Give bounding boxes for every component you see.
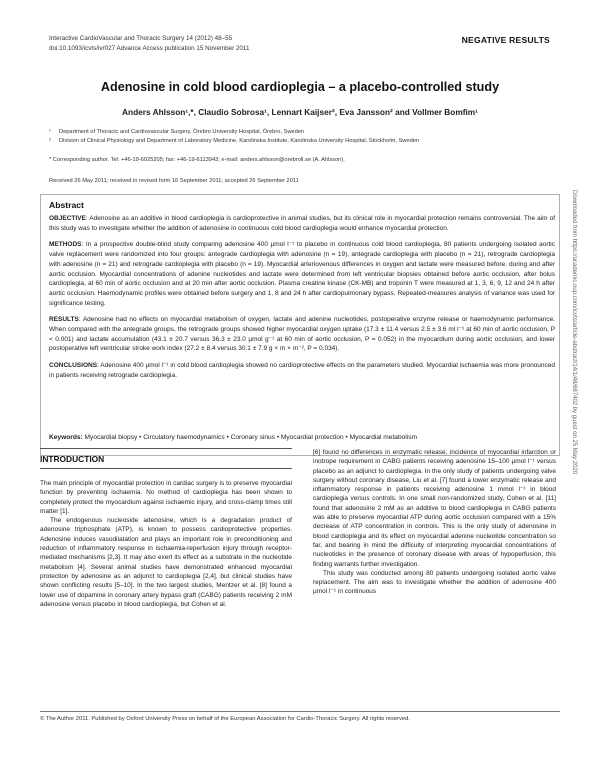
affiliation-2: [49, 137, 549, 146]
affiliation-1-marker: ¹: [49, 129, 51, 135]
author-list: Anders Ahlsson¹,*, Claudio Sobrosa¹, Lennart Kaijser², Eva Jansson² and Vollmer Bomfim¹: [122, 107, 478, 117]
objective-label: OBJECTIVE: [49, 215, 86, 222]
intro-paragraph-4: This study was conducted among 80 patients undergoing isolated aortic valve replacement. The aim was to investigate whether the addition of adenosine 400 µmol l⁻¹ in continuous: [313, 569, 556, 596]
received-dates: Received 26 May 2011; received in revised form 16 September 2011; accepted 26 September 2011: [49, 178, 299, 184]
abstract-heading: Abstract: [49, 200, 84, 210]
download-watermark-text: Downloaded from https://academic.oup.com/icvts/article-abstract/14/1/48/687402 by guest on 25 May 2020: [571, 190, 577, 475]
article-title: Adenosine in cold blood cardioplegia – a placebo-controlled study: [100, 80, 500, 94]
keywords-label: Keywords:: [49, 434, 83, 441]
methods-text: : In a prospective double-blind study comparing adenosine 400 µmol l⁻¹ to placebo in continuous cold blood cardioplegia, 80 patients undergoing isolated aortic valve replacement were randomized into four groups: antegrade cardioplegia with adenosine (n = 19), antegrade cardioplegia with placebo (n = 21), retrograde cardioplegia with adenosine (n = 21) and retrograde cardioplegia with placebo (n = 19). Myocardial arteriovenous differences in oxygen and lactate were measured before, during and after aortic occlusion. Myocardial concentrations of adenine nucleotides and lactate were determined from left ventricular biopsies obtained before aortic occlusion, after bolus cardioplegia, at 60 min of aortic occlusion and at 20 min after aortic occlusion. Plasma creatine kinase (CK-MB) and troponin T were measured at 1, 3, 6, 9, 12 and 24 h after aortic occlusion. Haemodynamic profiles were obtained before surgery and 1, 8 and 24 h after cardiopulmonary bypass. Repeated-measures analysis of variance was used for significance testing.: [49, 241, 555, 307]
corresponding-author: * Corresponding author. Tel: +46-19-6025205; fax: +46-19-6113943; e-mail: anders.ahlsson@orebroll.se (A. Ahlsson).: [49, 157, 345, 163]
intro-paragraph-2: The endogenous nucleoside adenosine, which is a degradation product of adenosine triphosphate (ATP), is known to possess cardioprotective properties. Adenosine induces vasodilatation and plays an important role in preconditioning and reduction of inflammatory response in ischaemia-reperfusion injury through receptor-mediated mechanisms [2,3]. It may also exert its effect as a substrate in the nucleotide metabolism [4]. Several animal studies have demonstrated enhanced myocardial protection by adenosine as an adjunct to cardioplegia [2,4], but clinical studies have shown conflicting results [5–10]. In the two largest studies, Mentzer et al. [8] found a lower use of dopamine in coronary artery bypass graft (CABG) patients receiving 2 mM adenosine versus placebo in blood cardioplegia, but Cohen et al.: [40, 517, 292, 608]
intro-paragraph-3: [6] found no differences in enzymatic release, incidence of myocardial infarction or inotrope requirement in CABG patients receiving adenosine 15–100 µmol l⁻¹ versus placebo as an adjunct to cardioplegia. In the only study of patients undergoing valve surgery without coronary disease, Liu et al. [7] found a lower enzymatic release and inflammatory response in patients receiving adenosine 1 mmol l⁻¹ in blood cardioplegia versus controls. In one small non-randomized study, Cohen et al. [11] found that adenosine 2 mM as an additive to blood cardioplegia in CABG patients was able to preserve myocardial ATP during aortic occlusion compared with a 15% decrease of ATP concentration in controls. This is the only study of adenosine in blood cardioplegia and its effect on myocardial adenine nucleotide concentration so far, and bearing in mind the difficulty of interpreting myocardial concentrations of nucleotides in the presence of coronary disease with areas of hypoperfusion, this finding warrants further investigation.: [313, 449, 556, 568]
abstract-methods: [49, 240, 555, 308]
journal-citation: [49, 34, 249, 53]
right-column: [313, 448, 556, 597]
affiliation-2-text: Division of Clinical Physiology and Department of Laboratory Medicine, Karolinska Institute, Karolinska University Hospital, Stockholm, Sweden: [59, 138, 420, 144]
results-label: RESULTS: [49, 316, 79, 324]
section-label: NEGATIVE RESULTS: [461, 35, 550, 45]
journal-citation-line1: Interactive CardioVascular and Thoracic Surgery 14 (2012) 48–55: [49, 35, 233, 42]
affiliations: [49, 128, 549, 146]
abstract-results: [49, 315, 555, 354]
right-column-text: [313, 448, 556, 597]
left-column: [40, 448, 292, 609]
affiliation-2-marker: ²: [49, 138, 51, 144]
methods-label: METHODS: [49, 241, 82, 249]
journal-citation-line2: doi:10.1093/icvts/ivr027 Advance Access publication 15 November 2011: [49, 44, 250, 52]
objective-text: : Adenosine as an additive in blood cardioplegia is cardioprotective in animal studies, but its clinical role in myocardial protection remains controversial. The aim of this study was to investigate whether the addition of adenosine in continuous cold blood cardioplegia would enhance myocardial protection.: [49, 215, 555, 232]
results-text: : Adenosine had no effects on myocardial metabolism of oxygen, lactate and adenine nucleotides, postoperative enzyme release or haemodynamic performance. When compared with the antegrade groups, the retrograde groups showed higher myocardial oxygen uptake (17.3 ± 11.4 versus 2.5 ± 3.6 ml l⁻¹ at 60 min of aortic occlusion, P < 0.001) and lactate accumulation (43.1 ± 20.7 versus 36.3 ± 23.0 µmol g⁻¹ at 60 min of aortic occlusion, P = 0.052) in the myocardium during aortic occlusion, and lower postoperative left ventricular stroke work index (27.2 ± 8.4 versus 30.1 ± 7.9 g × m × m⁻², P = 0.034).: [49, 316, 555, 353]
keywords: [49, 434, 555, 441]
intro-paragraph-1: The main principle of myocardial protection in cardiac surgery is to preserve myocardial function by preventing ischaemia. No method of cardioplegia has been shown to completely protect the myocardium against ischaemic injury, and cross-clamp times still matter [1].: [40, 480, 292, 515]
conclusions-text: : Adenosine 400 µmol l⁻¹ in cold blood cardioplegia showed no cardioprotective effects on the parameters studied. Myocardial ischaemia was more pronounced in patients receiving retrograde cardioplegia.: [49, 362, 556, 379]
conclusions-label: CONCLUSIONS: [49, 362, 98, 370]
left-column-text: [40, 479, 292, 609]
footer-divider: [40, 711, 560, 712]
keywords-text: Myocardial biopsy • Circulatory haemodynamics • Coronary sinus • Myocardial protection • Myocardial metabolism: [82, 434, 418, 441]
abstract-conclusions: [49, 361, 555, 380]
affiliation-1: [49, 128, 549, 137]
download-watermark: [566, 190, 580, 630]
copyright-footer: © The Author 2011. Published by Oxford University Press on behalf of the European Association for Cardio-Thoracic Surgery. All rights reserved.: [40, 716, 410, 722]
affiliation-1-text: Department of Thoracic and Cardiovascular Surgery, Örebro University Hospital, Örebro, Sweden: [59, 129, 305, 135]
abstract-body: [49, 214, 555, 388]
abstract-objective: [49, 214, 555, 233]
introduction-heading: INTRODUCTION: [40, 448, 292, 469]
